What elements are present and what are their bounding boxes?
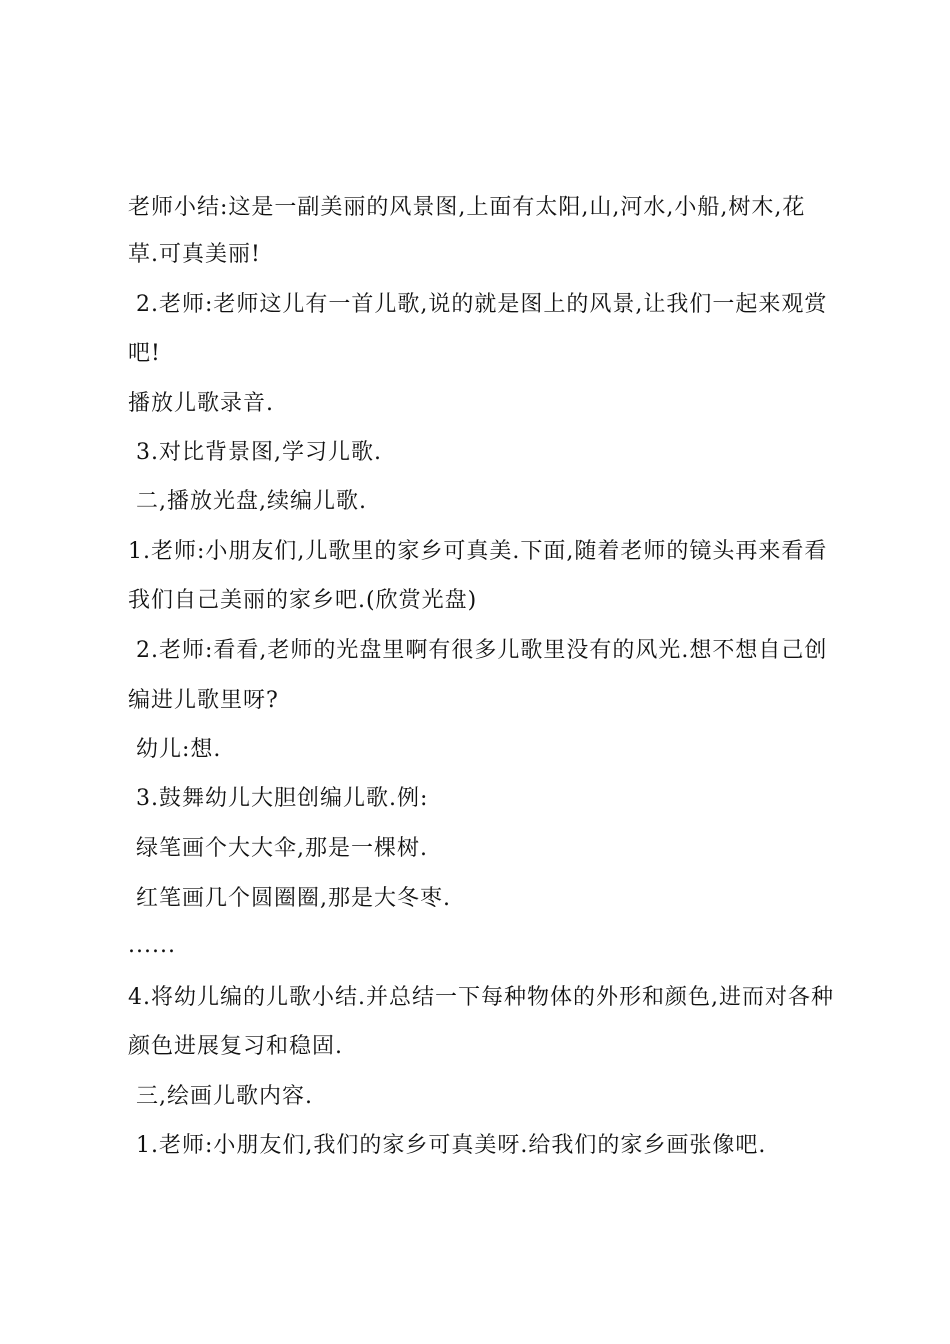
paragraph-line-12: 幼儿:想. [136,737,222,762]
paragraph-line-6: 3.对比背景图,学习儿歌. [136,440,382,465]
paragraph-line-4: 吧! [128,341,161,366]
section-heading-2: 二,播放光盘,续编儿歌. [136,489,367,514]
paragraph-line-10: 2.老师:看看,老师的光盘里啊有很多儿歌里没有的风光.想不想自己创 [136,638,828,663]
paragraph-line-3: 2.老师:老师这儿有一首儿歌,说的就是图上的风景,让我们一起来观赏 [136,292,828,317]
paragraph-line-8: 1.老师:小朋友们,儿歌里的家乡可真美.下面,随着老师的镜头再来看看 [128,539,828,564]
paragraph-line-11: 编进儿歌里呀? [128,688,279,713]
paragraph-line-13: 3.鼓舞幼儿大胆创编儿歌.例: [136,786,429,811]
paragraph-line-5: 播放儿歌录音. [128,391,274,416]
paragraph-line-18: 颜色进展复习和稳固. [128,1034,343,1059]
paragraph-line-15: 红笔画几个圆圈圈,那是大冬枣. [136,886,451,911]
paragraph-line-2: 草.可真美丽! [128,242,261,267]
paragraph-line-17: 4.将幼儿编的儿歌小结.并总结一下每种物体的外形和颜色,进而对各种 [128,985,834,1010]
paragraph-line-20: 1.老师:小朋友们,我们的家乡可真美呀.给我们的家乡画张像吧. [136,1133,767,1158]
paragraph-line-9: 我们自己美丽的家乡吧.(欣赏光盘) [128,588,478,613]
paragraph-line-1: 老师小结:这是一副美丽的风景图,上面有太阳,山,河水,小船,树木,花 [128,195,806,220]
section-heading-3: 三,绘画儿歌内容. [136,1084,313,1109]
paragraph-line-14: 绿笔画个大大伞,那是一棵树. [136,836,428,861]
ellipsis-line: ...... [128,933,176,958]
